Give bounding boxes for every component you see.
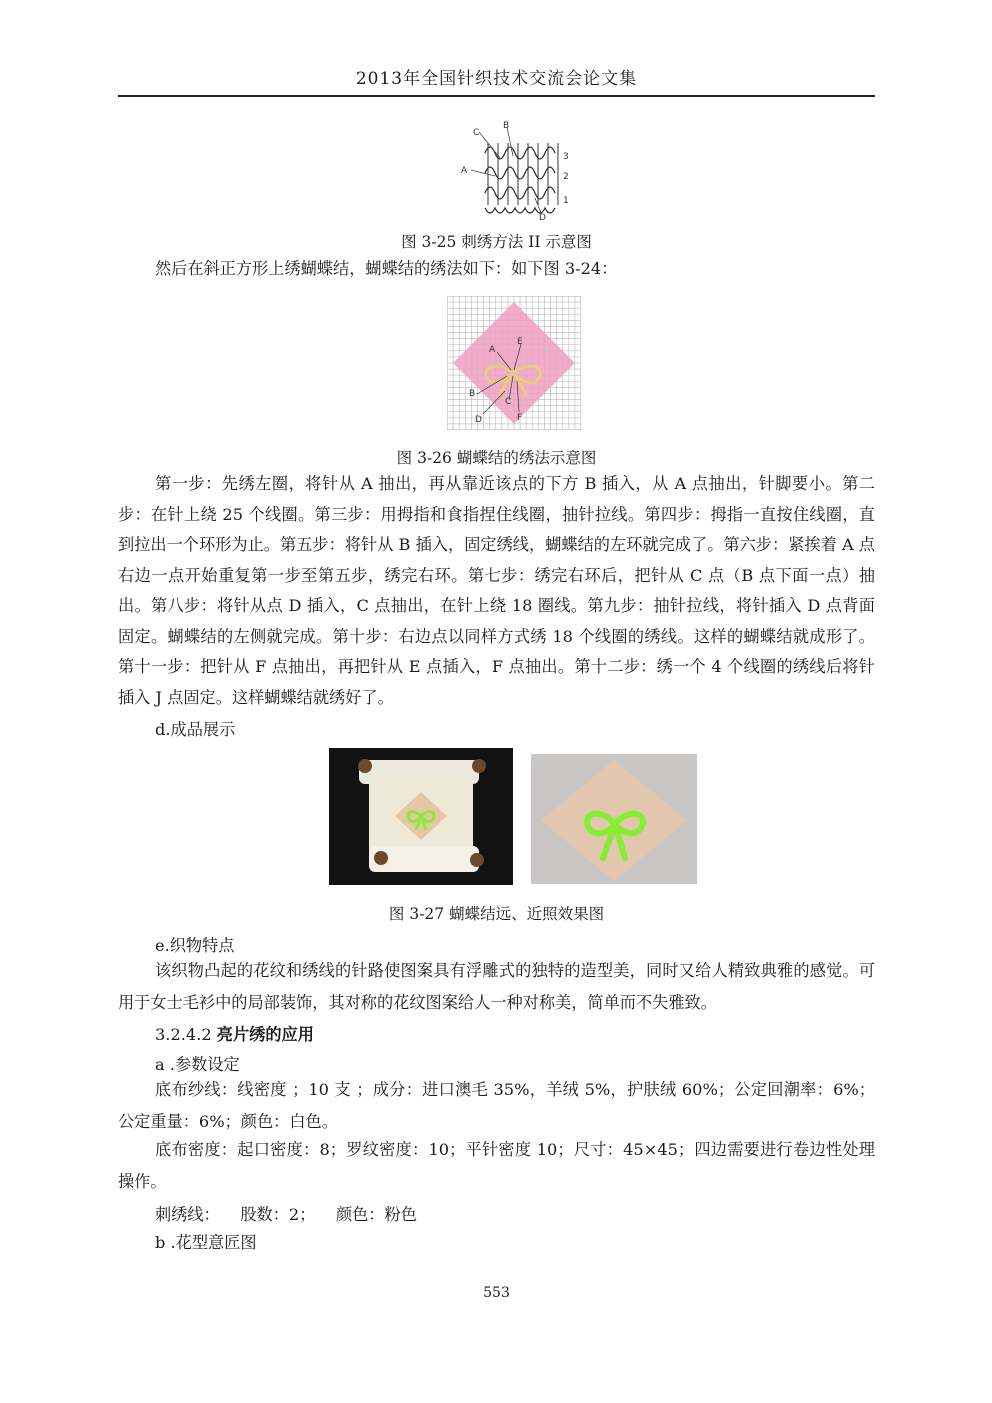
figure-3-25-stitch-diagram	[455, 118, 580, 223]
row-3: 3	[563, 152, 569, 162]
embroidery-line: 刺绣线： 股数：2； 颜色：粉色	[155, 1205, 417, 1224]
page-number: 553	[483, 1285, 510, 1301]
section-number: 3.2.4.2	[155, 1025, 217, 1044]
bow-label-b: B	[469, 389, 476, 399]
bow-label-d: D	[475, 415, 482, 425]
yarn-paragraph: 底布纱线：线密度 ；10 支 ；成分：进口澳毛 35%，羊绒 5%，护肤绒 60%；公定回潮率：6%；公定重量：6%；颜色：白色。	[118, 1080, 875, 1131]
bow-label-c: C	[505, 397, 512, 407]
figure-3-27-caption: 图 3-27 蝴蝶结远、近照效果图	[388, 905, 605, 923]
figure-3-26-caption: 图 3-26 蝴蝶结的绣法示意图	[396, 449, 597, 467]
label-d: D	[539, 213, 546, 223]
label-c: C	[473, 128, 480, 138]
section-d-heading: d.成品展示	[155, 720, 236, 739]
figure-3-25-caption: 图 3-25 刺绣方法 II 示意图	[401, 233, 592, 251]
features-paragraph: 该织物凸起的花纹和绣线的针路使图案具有浮雕式的独特的造型美，同时又给人精致典雅的感觉。可用于女士毛衫中的局部装饰，其对称的花纹图案给人一种对称美，简单而不失雅致。	[118, 961, 875, 1012]
bow-label-e: E	[517, 337, 523, 347]
density-paragraph: 底布密度：起口密度：8；罗纹密度：10；平针密度 10；尺寸：45×45；四边需要进行卷边性处理操作。	[118, 1140, 875, 1191]
header-rule	[118, 95, 875, 97]
label-a: A	[461, 166, 468, 176]
steps-paragraph: 第一步：先绣左圈，将针从 A 抽出，再从靠近该点的下方 B 插入，从 A 点抽出，针脚要小。第二步：在针上绕 25 个线圈。第三步：用拇指和食指捏住线圈，抽针拉线。第四步：拇指一直按住线圈，直到拉出一个环形为止。第五步：将针从 B 插入，固定绣线，蝴蝶结的左环就完成了。第六步：紧挨着 A 点右边一点开始重复第一步至第五步，绣完右环。第七步：绣完右环后，把针从 C 点（B 点下面一点）抽出。第八步：将针从点 D 插入，C 点抽出，在针上绕 18 圈线。第九步：抽针拉线，将针插入 D 点背面固定。蝴蝶结的左侧就完成。第十步：右边点以同样方式绣 18 个线圈的绣线。这样的蝴蝶结就成形了。第十一步：把针从 F 点抽出，再把针从 E 点插入，F 点抽出。第十二步：绣一个 4 个线圈的绣线后将针插入 J 点固定。这样蝴蝶结就绣好了。	[118, 474, 875, 707]
intro-paragraph: 然后在斜正方形上绣蝴蝶结，蝴蝶结的绣法如下：如下图 3-24：	[155, 259, 618, 278]
label-b: B	[503, 121, 510, 131]
bow-label-f: F	[517, 413, 523, 423]
row-1: 1	[563, 196, 569, 206]
section-3-2-4-2-heading	[155, 1021, 314, 1045]
param-heading: a .参数设定	[155, 1055, 240, 1074]
photo-close-up	[531, 754, 697, 884]
section-title: 亮片绣的应用	[216, 1025, 314, 1044]
running-header: 2013年全国针织技术交流会论文集	[355, 69, 638, 89]
photo-far-view	[329, 748, 513, 885]
section-e-heading: e.织物特点	[155, 936, 235, 955]
bow-label-a: A	[489, 345, 496, 355]
row-2: 2	[563, 172, 569, 182]
figure-3-26-bow-diagram	[447, 296, 581, 430]
pattern-heading: b .花型意匠图	[155, 1233, 257, 1252]
